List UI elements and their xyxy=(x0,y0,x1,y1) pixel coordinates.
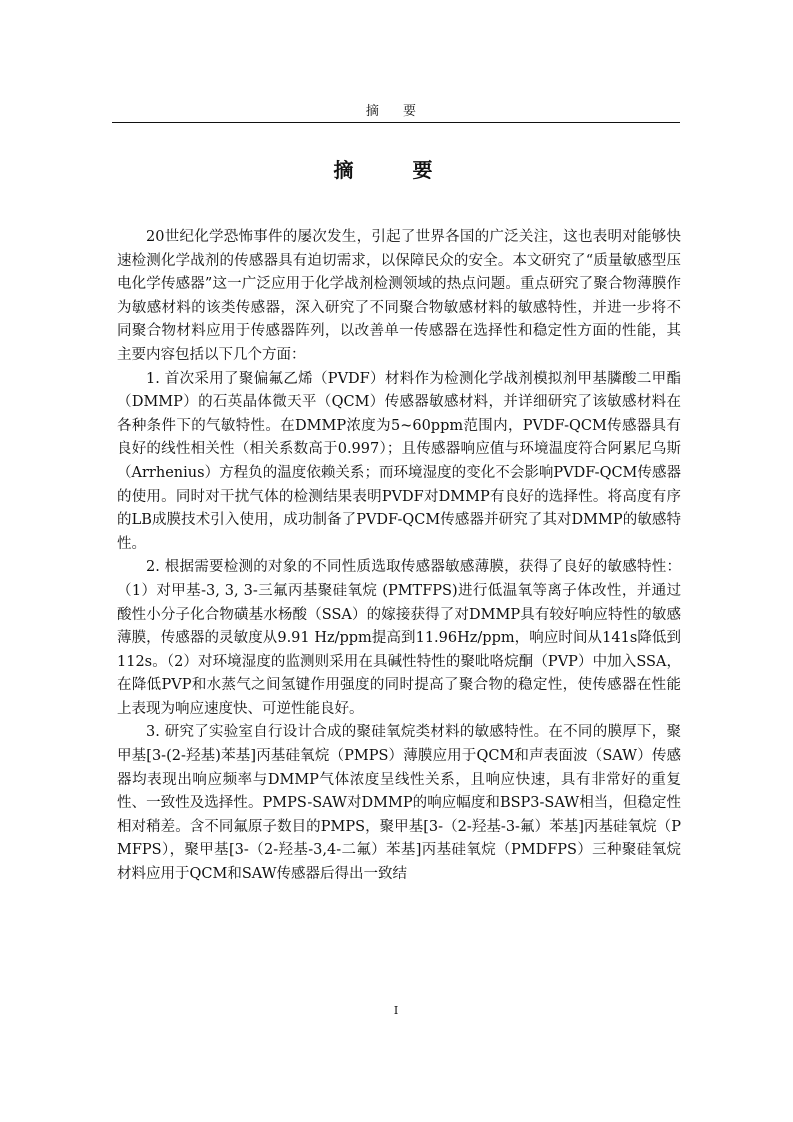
abstract-body xyxy=(117,226,681,887)
running-header: 摘 要 xyxy=(365,104,427,119)
abstract-paragraph-1: 1. 首次采用了聚偏氟乙烯（PVDF）材料作为检测化学战剂模拟剂甲基膦酸二甲酯（DMMP）的石英晶体微天平（QCM）传感器敏感材料，并详细研究了该敏感材料在各种条件下的气敏特性。在DMMP浓度为5~60ppm范围内，PVDF-QCM传感器具有良好的线性相关性（相关系数高于0.997）；且传感器响应值与环境温度符合阿累尼乌斯（Arrhenius）方程负的温度依赖关系；而环境湿度的变化不会影响PVDF-QCM传感器的使用。同时对干扰气体的检测结果表明PVDF对DMMP有良好的选择性。将高度有序的LB成膜技术引入使用，成功制备了PVDF-QCM传感器并研究了其对DMMP的敏感特性。 xyxy=(117,370,681,552)
abstract-paragraph-3: 3. 研究了实验室自行设计合成的聚硅氧烷类材料的敏感特性。在不同的膜厚下，聚甲基[3-(2-羟基)苯基]丙基硅氧烷（PMPS）薄膜应用于QCM和声表面波（SAW）传感器均表现出响应频率与DMMP气体浓度呈线性关系，且响应快速，具有非常好的重复性、一致性及选择性。PMPS-SAW对DMMP的响应幅度和BSP3-SAW相当，但稳定性相对稍差。含不同氟原子数目的PMPS，聚甲基[3-（2-羟基-3-氟）苯基]丙基硅氧烷（PMFPS），聚甲基[3-（2-羟基-3,4-二氟）苯基]丙基硅氧烷（PMDFPS）三种聚硅氧烷材料应用于QCM和SAW传感器后得出一致结 xyxy=(117,724,681,883)
page-title: 摘 要 xyxy=(333,158,459,182)
page-number: I xyxy=(393,1004,399,1017)
abstract-paragraph-2: 2. 根据需要检测的对象的不同性质选取传感器敏感薄膜，获得了良好的敏感特性：（1）对甲基-3, 3, 3-三氟丙基聚硅氧烷 (PMTFPS)进行低温氧等离子体改性，并通过酸性小分子化合物磺基水杨酸（SSA）的嫁接获得了对DMMP具有较好响应特性的敏感薄膜，传感器的灵敏度从9.91 Hz/ppm提高到11.96Hz/ppm，响应时间从141s降低到112s。（2）对环境湿度的监测则采用在具碱性特性的聚吡咯烷酮（PVP）中加入SSA，在降低PVP和水蒸气之间氢键作用强度的同时提高了聚合物的稳定性，使传感器在性能上表现为响应速度快、可逆性能良好。 xyxy=(117,559,681,717)
abstract-paragraph-intro: 20世纪化学恐怖事件的屡次发生，引起了世界各国的广泛关注，这也表明对能够快速检测化学战剂的传感器具有迫切需求，以保障民众的安全。本文研究了“质量敏感型压电化学传感器”这一广泛应用于化学战剂检测领域的热点问题。重点研究了聚合物薄膜作为敏感材料的该类传感器，深入研究了不同聚合物敏感材料的敏感特性，并进一步将不同聚合物材料应用于传感器阵列，以改善单一传感器在选择性和稳定性方面的性能，其主要内容包括以下几个方面： xyxy=(117,229,681,363)
header-rule xyxy=(112,122,680,123)
